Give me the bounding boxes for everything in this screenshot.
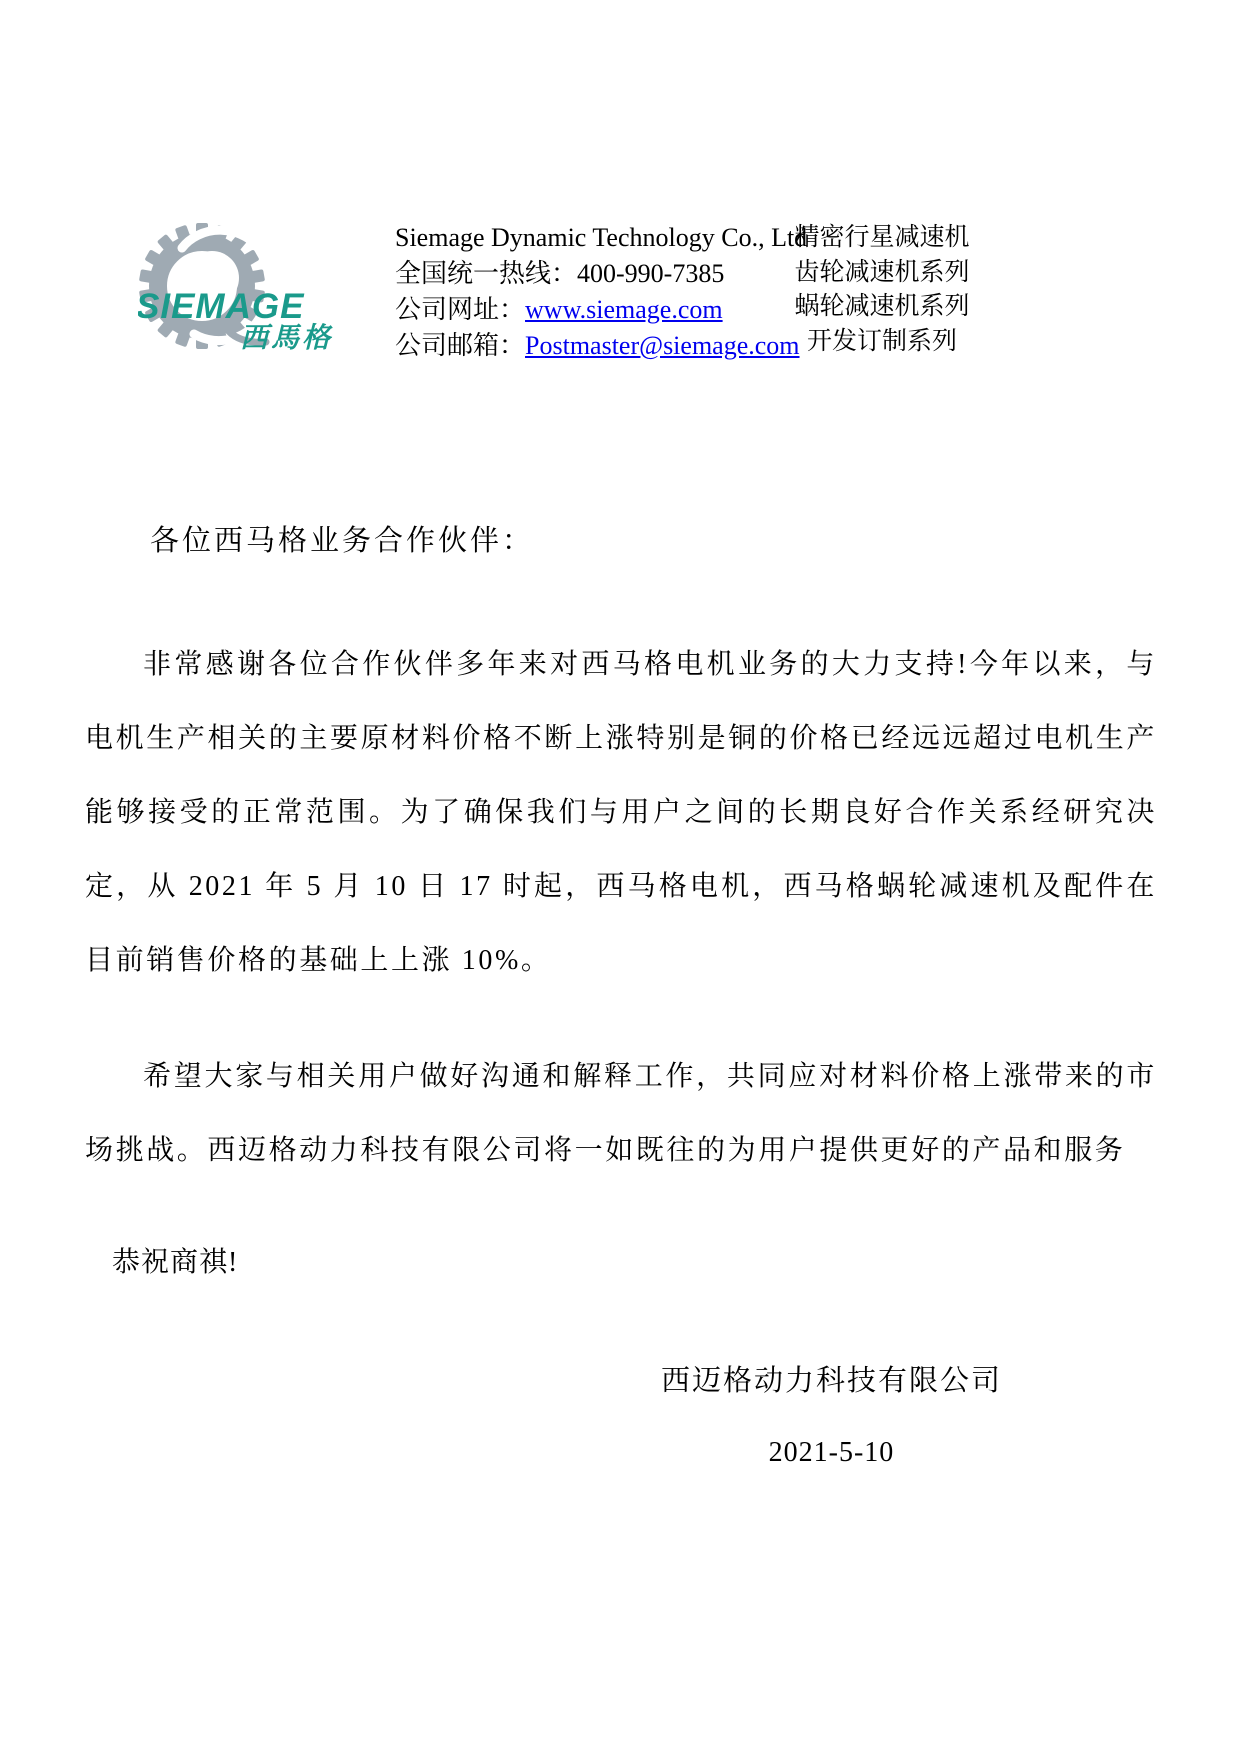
email-label: 公司邮箱：	[395, 331, 526, 360]
gear-icon	[138, 222, 338, 354]
website-label: 公司网址：	[395, 295, 526, 324]
company-logo	[138, 222, 338, 354]
product-series-item: 蜗轮减速机系列	[794, 293, 970, 320]
brand-name-cn: 西馬格	[240, 323, 334, 354]
paragraph-cooperation: 希望大家与相关用户做好沟通和解释工作，共同应对材料价格上涨带来的市场挑战。西迈格动力科技有限公司将一如既往的为用户提供更好的产品和服务	[85, 1061, 1157, 1166]
email-link[interactable]: Postmaster@siemage.com	[525, 331, 800, 360]
website-link[interactable]: www.siemage.com	[525, 295, 723, 324]
signature-block	[661, 1358, 1002, 1469]
hotline-number: 400-990-7385	[577, 259, 725, 288]
salutation: 各位西马格业务合作伙伴：	[150, 525, 535, 557]
hotline-label: 全国统一热线：	[395, 259, 578, 288]
signature-date: 2021-5-10	[768, 1437, 895, 1468]
company-hotline	[395, 256, 725, 292]
paragraph-price-increase: 非常感谢各位合作伙伴多年来对西马格电机业务的大力支持!今年以来，与电机生产相关的主要原材料价格不断上涨特别是铜的价格已经远远超过电机生产能够接受的正常范围。为了确保我们与用户之间的长期良好合作关系经研究决定，从 2021 年 5 月 10 日 17 时起，西马格电机，西马格蜗轮减速机及配件在目前销售价格的基础上上涨 10%。	[85, 649, 1157, 976]
product-series-item: 开发订制系列	[806, 327, 957, 355]
signature-company: 西迈格动力科技有限公司	[660, 1365, 1002, 1397]
product-series-item: 精密行星减速机	[794, 224, 970, 251]
product-series-item: 齿轮减速机系列	[794, 258, 970, 286]
company-email	[395, 328, 800, 364]
company-website	[395, 292, 725, 328]
company-name-en: Siemage Dynamic Technology Co., Ltd	[395, 223, 808, 252]
brand-name-en: SIEMAGE	[138, 287, 305, 326]
closing-wish: 恭祝商祺!	[112, 1247, 239, 1278]
company-info	[395, 220, 808, 364]
product-series-list	[792, 221, 972, 359]
